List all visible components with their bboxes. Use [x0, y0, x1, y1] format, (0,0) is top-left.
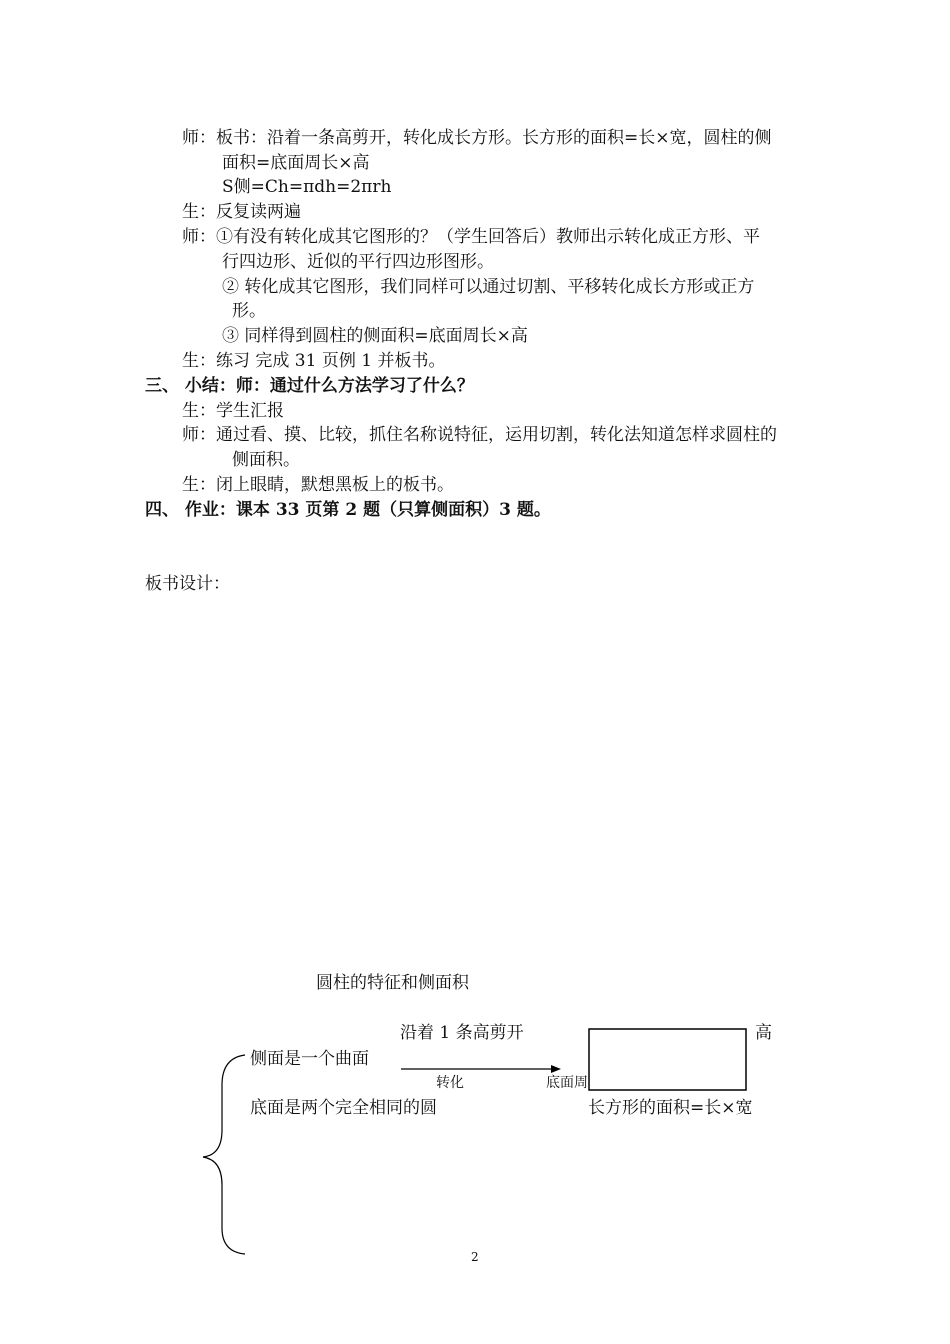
text-line: 侧面积。 [232, 450, 300, 470]
unrolled-rectangle [589, 1029, 746, 1090]
text-line: 形。 [232, 301, 266, 321]
text-line: 生：反复读两遍 [182, 202, 301, 222]
text-line: 师：板书：沿着一条高剪开，转化成长方形。长方形的面积=长×宽，圆柱的侧 [182, 128, 772, 148]
rect-side-label: 高 [755, 1023, 772, 1043]
page-number: 2 [471, 1250, 479, 1264]
text-line: 面积=底面周长×高 [222, 153, 370, 173]
rect-area-formula: 长方形的面积=长×宽 [588, 1098, 753, 1118]
feature-base: 底面是两个完全相同的圆 [250, 1098, 437, 1118]
text-line: 师：通过看、摸、比较，抓住名称说特征，运用切割，转化法知道怎样求圆柱的 [182, 425, 777, 445]
feature-side: 侧面是一个曲面 [250, 1049, 369, 1069]
arrowhead-icon [551, 1065, 561, 1073]
text-line: ③ 同样得到圆柱的侧面积=底面周长×高 [222, 326, 528, 346]
text-line: 师：①有没有转化成其它图形的？（学生回答后）教师出示转化成正方形、平 [182, 227, 760, 247]
text-line: 生：闭上眼睛，默想黑板上的板书。 [182, 475, 454, 495]
arrow-label: 转化 [436, 1075, 464, 1091]
diagram-title: 圆柱的特征和侧面积 [316, 973, 469, 993]
cut-label: 沿着 1 条高剪开 [400, 1023, 524, 1043]
section-heading: 四、 作业：课本 33 页第 2 题（只算侧面积）3 题。 [145, 500, 551, 520]
board-design-label: 板书设计： [145, 574, 230, 594]
curly-brace [203, 1055, 245, 1254]
text-line: S侧=Ch=πdh=2πrh [222, 177, 392, 197]
text-line: 生：练习 完成 31 页例 1 并板书。 [182, 351, 446, 371]
text-line: ② 转化成其它图形，我们同样可以通过切割、平移转化成长方形或正方 [222, 277, 755, 297]
section-heading: 三、 小结：师：通过什么方法学习了什么？ [145, 376, 474, 396]
text-line: 行四边形、近似的平行四边形图形。 [222, 252, 494, 272]
text-line: 生：学生汇报 [182, 401, 284, 421]
rect-bottom-label: 底面周 [546, 1075, 588, 1091]
